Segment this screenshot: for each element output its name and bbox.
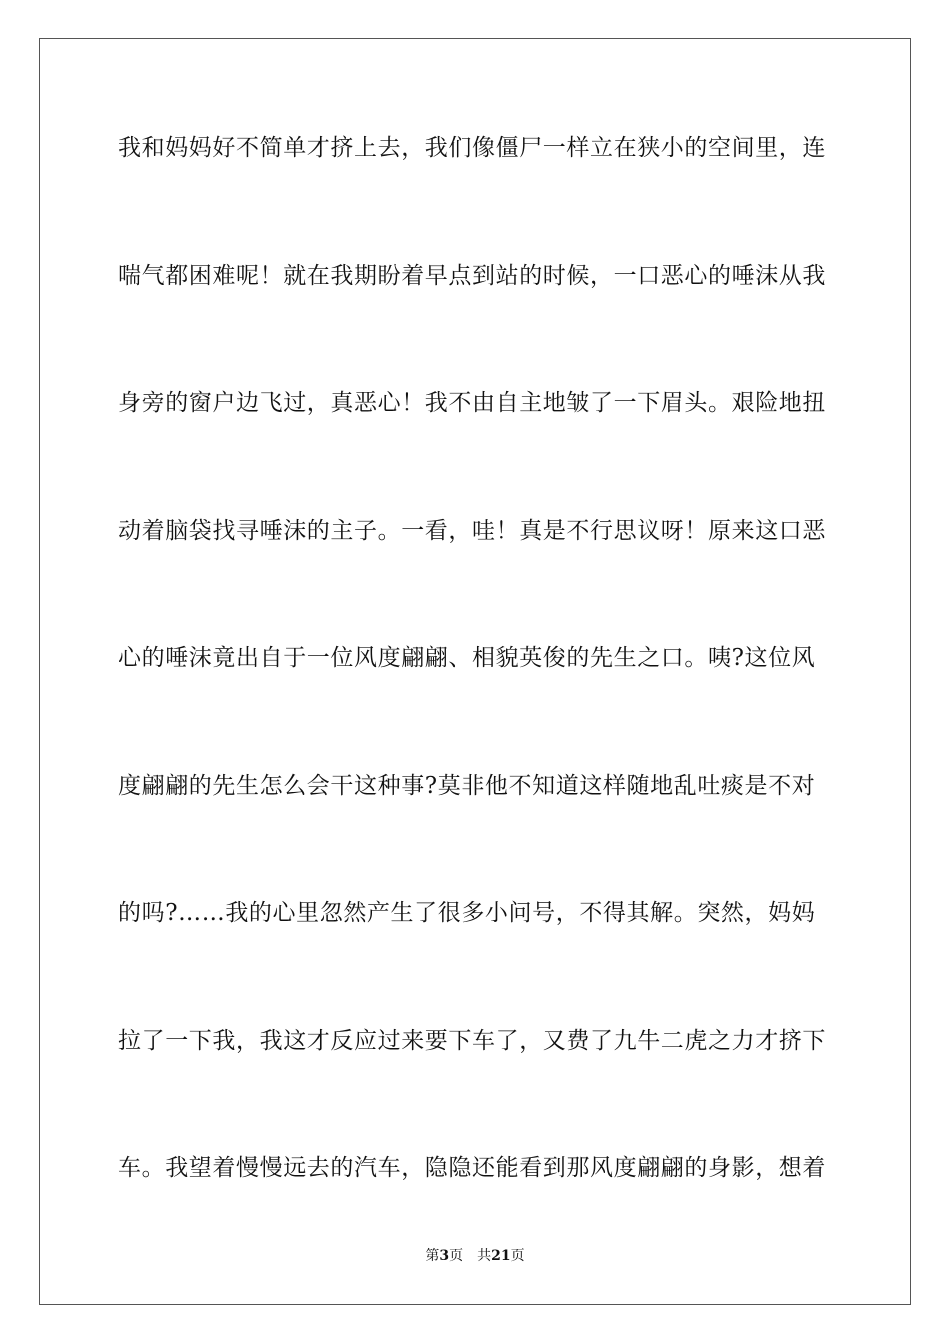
body-text — [118, 128, 830, 1276]
total-prefix: 共 — [477, 1248, 492, 1264]
page-total — [477, 1248, 524, 1264]
text-line: 喘气都困难呢！就在我期盼着早点到站的时候，一口恶心的唾沫从我 — [118, 262, 826, 289]
text-line: 身旁的窗户边飞过，真恶心！我不由自主地皱了一下眉头。艰险地扭 — [118, 390, 826, 416]
text-line: 拉了一下我，我这才反应过来要下车了，又费了九牛二虎之力才挤下 — [118, 1027, 826, 1054]
page-footer — [0, 1247, 950, 1265]
page-current: 3 — [439, 1248, 450, 1264]
page-suffix: 页 — [449, 1248, 464, 1264]
text-line: 心的唾沫竟出自于一位风度翩翩、相貌英俊的先生之口。咦?这位风 — [118, 645, 816, 671]
page-prefix: 第 — [425, 1248, 440, 1264]
page-number — [425, 1248, 463, 1264]
text-line: 动着脑袋找寻唾沫的主子。一看，哇！真是不行思议呀！原来这口恶 — [118, 517, 826, 544]
total-suffix: 页 — [510, 1248, 525, 1264]
text-line: 我和妈妈好不简单才挤上去，我们像僵尸一样立在狭小的空间里，连 — [118, 135, 826, 161]
text-line: 度翩翩的先生怎么会干这种事?莫非他不知道这样随地乱吐痰是不对 — [118, 772, 816, 799]
text-line: 车。我望着慢慢远去的汽车，隐隐还能看到那风度翩翩的身影，想着 — [118, 1155, 826, 1181]
text-line: 的吗?……我的心里忽然产生了很多小问号，不得其解。突然，妈妈 — [118, 900, 816, 926]
page-total-count: 21 — [491, 1248, 511, 1264]
